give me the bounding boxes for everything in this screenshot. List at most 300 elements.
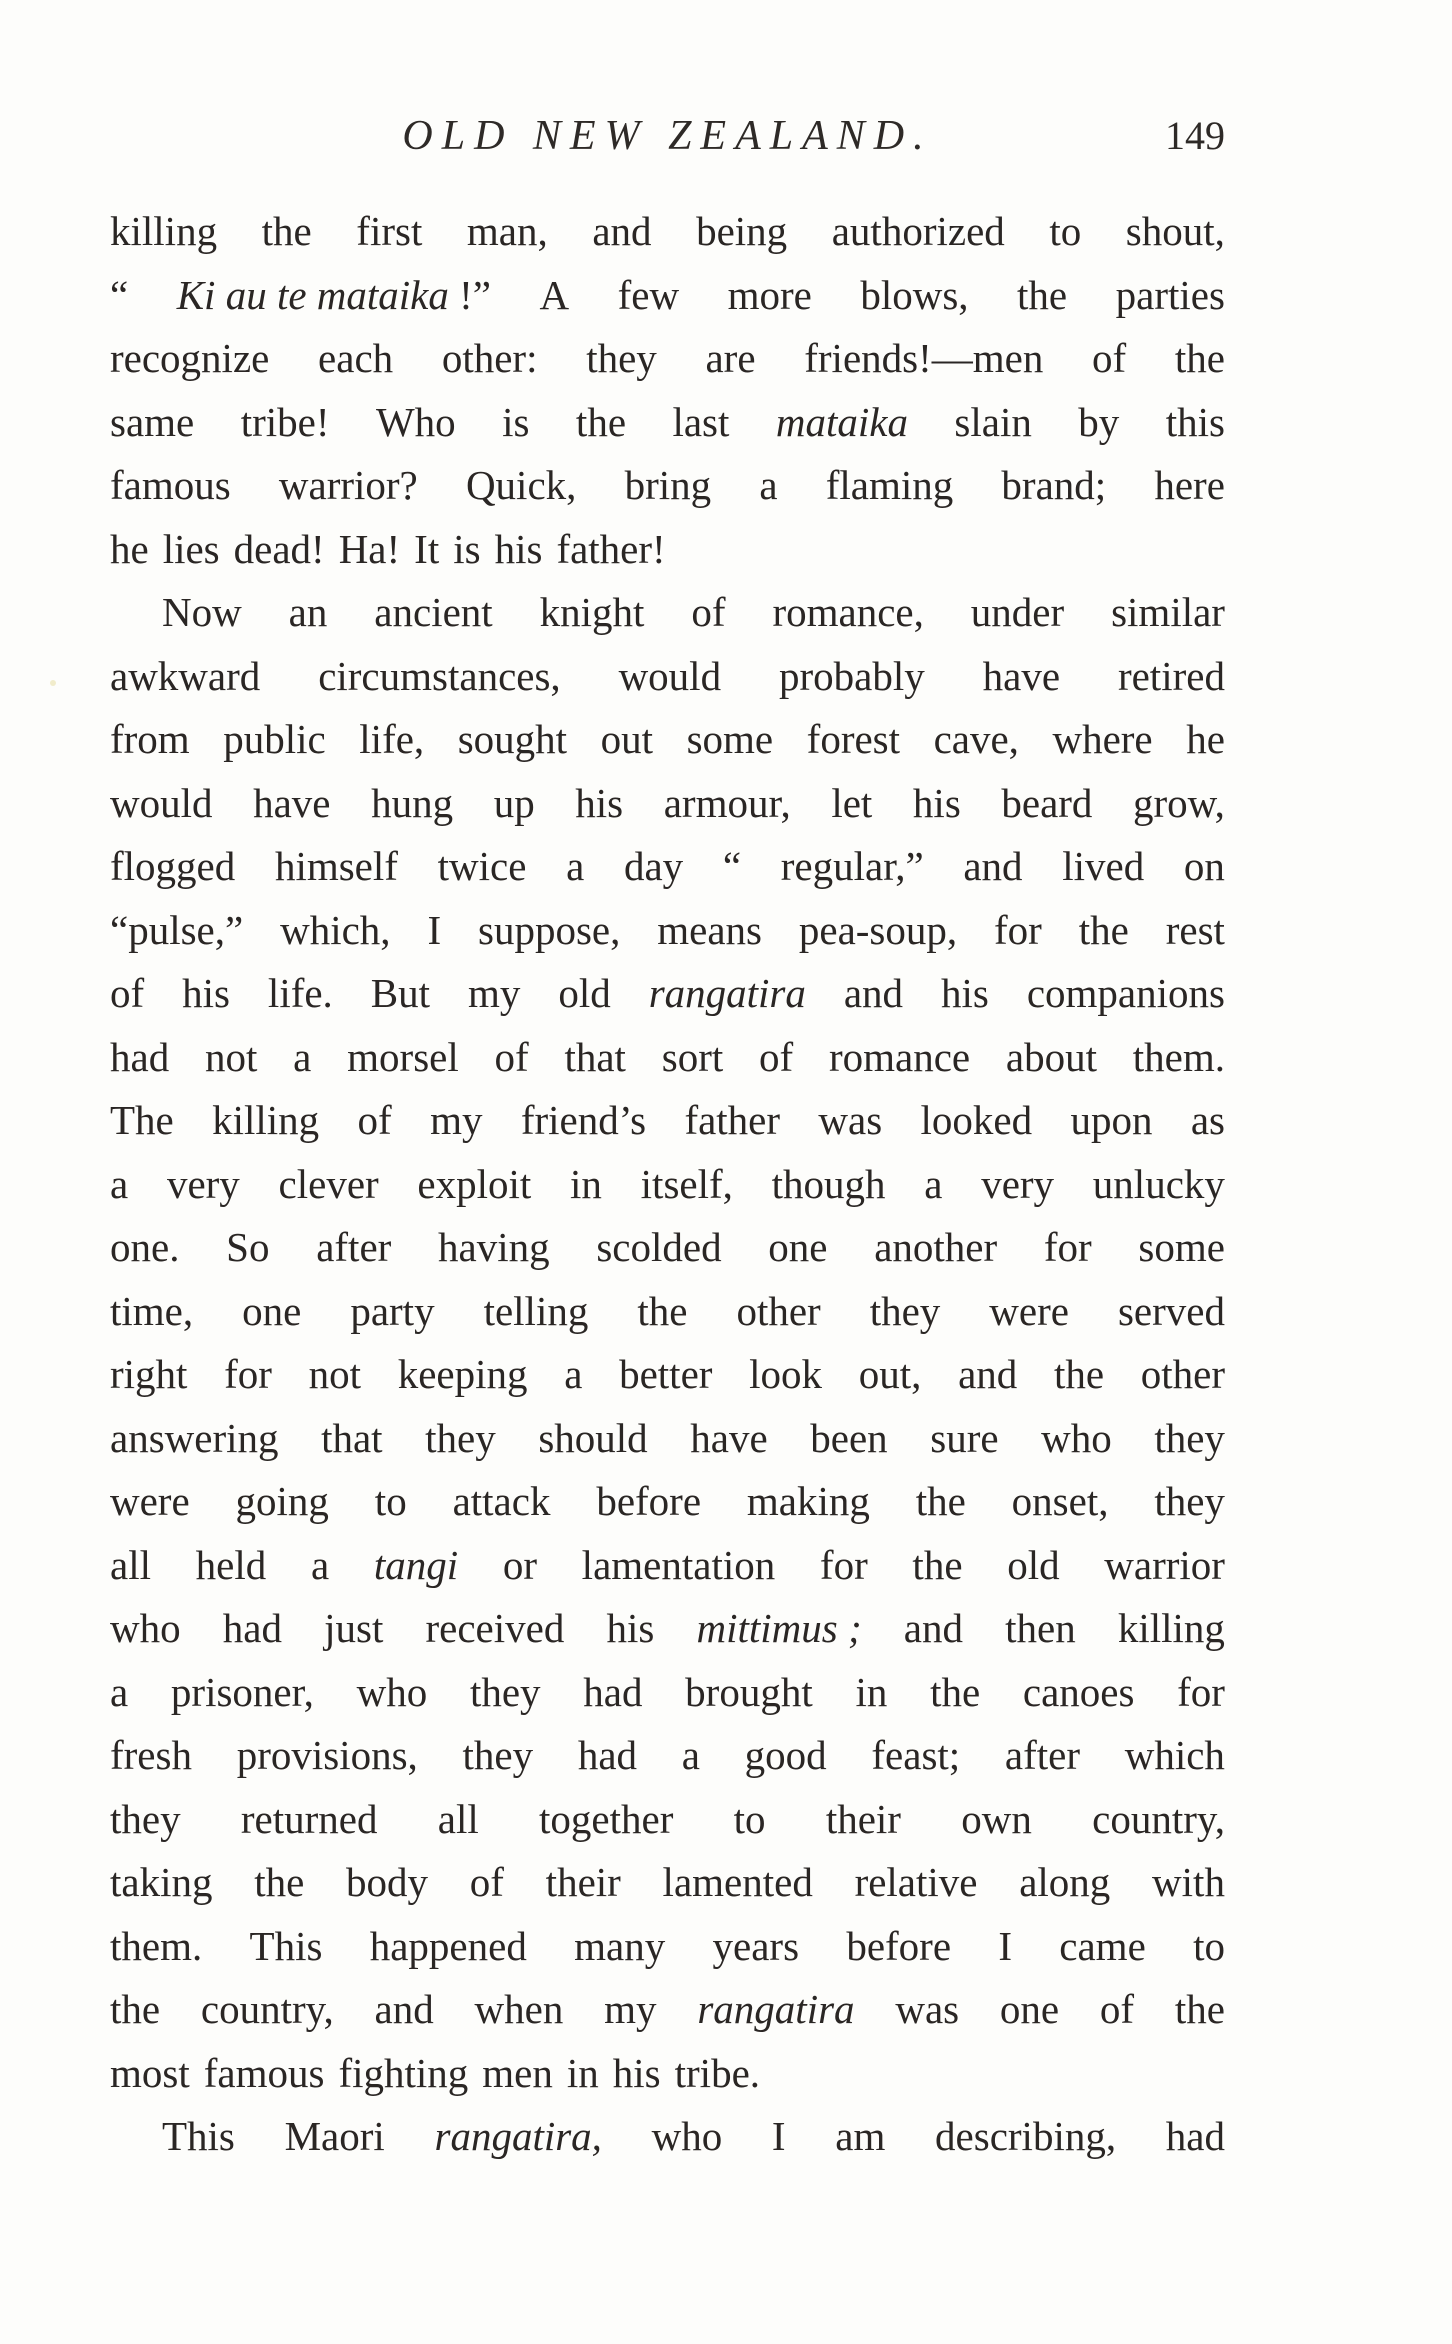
word: fighting (338, 2049, 469, 2096)
word: I (771, 2113, 786, 2159)
word: of (1092, 335, 1127, 381)
word: famous (110, 462, 231, 508)
word: under (970, 589, 1065, 635)
word: or (502, 1541, 537, 1588)
word: men (482, 2049, 553, 2096)
word: old (558, 970, 611, 1016)
word: lamented (662, 1859, 813, 1905)
word: the (637, 1287, 688, 1334)
word: public (223, 716, 326, 762)
word: killing (1117, 1605, 1225, 1651)
word: they (869, 1287, 941, 1334)
word: they (110, 1795, 181, 1842)
word: sort (661, 1033, 724, 1080)
word: warrior (1104, 1541, 1225, 1588)
word: they (469, 1668, 541, 1715)
word: look (749, 1351, 823, 1397)
word: country, (1092, 1795, 1225, 1842)
word: after (1004, 1732, 1080, 1778)
word: to (1049, 208, 1082, 254)
word: man, (466, 208, 548, 254)
word: time, (110, 1287, 194, 1334)
text-line (110, 645, 1225, 709)
word: who (651, 2113, 723, 2159)
text-line (110, 1597, 1225, 1661)
word: of (1099, 1986, 1135, 2032)
word: provisions, (236, 1732, 418, 1778)
word: taking (110, 1859, 213, 1905)
text-line (110, 391, 1225, 455)
word: better (619, 1351, 713, 1397)
word: and (592, 208, 652, 254)
word: The (110, 1097, 174, 1143)
text-line (110, 772, 1225, 836)
word: came (1059, 1922, 1146, 1969)
word: who (110, 1605, 181, 1651)
word: a (310, 1541, 330, 1588)
word: circumstances, (318, 652, 561, 699)
word: himself (274, 843, 398, 889)
text-line (110, 2105, 1225, 2169)
word: being (696, 208, 788, 254)
word: last (672, 398, 730, 445)
word: flogged (110, 843, 236, 889)
word: along (1019, 1859, 1111, 1905)
word: armour, (663, 779, 791, 826)
word: were (989, 1287, 1069, 1334)
word: rangatira (648, 970, 806, 1016)
word: rangatira, (434, 2113, 602, 2159)
word: this (1165, 398, 1225, 445)
word: telling (483, 1287, 589, 1334)
word: “pulse,” (110, 906, 244, 953)
word: rangatira (697, 1986, 855, 2032)
word: old (1007, 1541, 1060, 1588)
word: he (1186, 716, 1225, 762)
word: where (1052, 716, 1153, 762)
word: in (566, 2049, 599, 2096)
text-line (110, 1343, 1225, 1407)
word: returned (240, 1795, 378, 1842)
word: “ (722, 843, 742, 889)
word: with (1152, 1859, 1225, 1905)
text-line (110, 264, 1225, 328)
word: Quick, (465, 462, 577, 508)
word: the (254, 1859, 305, 1905)
word: father! (556, 525, 666, 572)
word: killing (110, 208, 218, 254)
word: not (204, 1033, 258, 1080)
word: who (356, 1668, 428, 1715)
word: should (538, 1414, 648, 1461)
word: canoes (1022, 1668, 1135, 1715)
word: onset, (1011, 1478, 1109, 1524)
word: have (690, 1414, 768, 1461)
word: them. (110, 1922, 203, 1969)
word: twice (437, 843, 527, 889)
word: one (999, 1986, 1060, 2032)
word: one. (110, 1224, 180, 1270)
word: for (1043, 1224, 1092, 1270)
word: lies (162, 525, 220, 572)
text-line (110, 708, 1225, 772)
word: knight (539, 589, 645, 635)
word: hung (371, 779, 454, 826)
word: which, (280, 906, 391, 953)
word: This (249, 1922, 323, 1969)
word: suppose, (477, 906, 621, 953)
paper-speck (50, 680, 56, 686)
word: he (110, 525, 149, 572)
word: been (810, 1414, 888, 1461)
word: shout, (1125, 208, 1225, 254)
word: father (684, 1097, 781, 1143)
word: for (224, 1351, 272, 1397)
word: friends!—men (804, 335, 1044, 381)
word: the (1017, 271, 1068, 318)
word: slain (954, 398, 1032, 445)
word: I (427, 906, 442, 953)
body-text (110, 200, 1225, 2169)
word: to (733, 1795, 766, 1842)
word: all (437, 1795, 479, 1842)
word: the (930, 1668, 981, 1715)
text-line (110, 1534, 1225, 1598)
word: another (874, 1224, 998, 1270)
word: they (1154, 1478, 1225, 1524)
word: unlucky (1092, 1160, 1225, 1207)
word: This (162, 2113, 235, 2159)
text-line (110, 327, 1225, 391)
word: mittimus ; (696, 1605, 862, 1651)
word: is (502, 398, 530, 445)
word: have (253, 779, 331, 826)
text-line (110, 1216, 1225, 1280)
text-line (110, 1915, 1225, 1979)
word: years (712, 1922, 800, 1969)
word: some (686, 716, 774, 762)
word: attack (452, 1478, 551, 1524)
word: pea-soup, (798, 906, 958, 953)
word: of (110, 970, 145, 1016)
word: his (575, 779, 624, 826)
word: keeping (397, 1351, 528, 1397)
word: own (961, 1795, 1032, 1842)
word: for (1177, 1668, 1225, 1715)
word: on (1183, 843, 1225, 889)
word: the (575, 398, 627, 445)
word: here (1154, 462, 1225, 508)
word: life. (267, 970, 333, 1016)
word: would (618, 652, 722, 699)
word: dead! (233, 525, 325, 572)
text-line (110, 1724, 1225, 1788)
text-line (110, 1153, 1225, 1217)
word: scolded (596, 1224, 722, 1270)
word: they (1154, 1414, 1225, 1461)
word: making (746, 1478, 870, 1524)
word: though (771, 1160, 886, 1207)
word: not (308, 1351, 362, 1397)
word: them. (1132, 1033, 1225, 1080)
word: killing (212, 1097, 320, 1143)
word: before (596, 1478, 702, 1524)
word: from (110, 716, 190, 762)
word: right (110, 1351, 188, 1397)
word: which (1124, 1732, 1225, 1778)
word: tribe. (674, 2049, 761, 2096)
word: looked (920, 1097, 1033, 1143)
word: one (242, 1287, 302, 1334)
text-line (110, 1026, 1225, 1090)
word: blows, (860, 271, 969, 318)
word: romance, (772, 589, 924, 635)
word: of (469, 1859, 504, 1905)
text-line (110, 2042, 1225, 2106)
word: happened (369, 1922, 527, 1969)
word: parties (1115, 271, 1225, 318)
word: a (110, 1668, 129, 1715)
word: grow, (1133, 779, 1225, 826)
word: when (474, 1986, 564, 2032)
word: cave, (933, 716, 1019, 762)
word: of (494, 1033, 529, 1080)
word: out, (858, 1351, 922, 1397)
word: and (374, 1986, 434, 2032)
word: his (941, 970, 989, 1016)
word: bring (624, 462, 712, 508)
word: served (1117, 1287, 1225, 1334)
word: many (574, 1922, 666, 1969)
word: a (564, 1351, 583, 1397)
word: describing, (935, 2113, 1117, 2159)
word: It (414, 525, 440, 572)
word: Who (375, 398, 456, 445)
word: had (222, 1605, 282, 1651)
word: before (846, 1922, 952, 1969)
word: other: (441, 335, 538, 381)
word: “ (110, 271, 129, 318)
word: had (110, 1033, 170, 1080)
word: first (356, 208, 423, 254)
text-line (110, 899, 1225, 963)
word: Ki au te mataika !” (176, 271, 491, 318)
word: and (843, 970, 904, 1016)
word: tangi (373, 1541, 459, 1588)
word: awkward (110, 652, 261, 699)
word: that (564, 1033, 626, 1080)
word: beard (1001, 779, 1093, 826)
word: that (321, 1414, 383, 1461)
word: the (261, 208, 312, 254)
word: relative (854, 1859, 978, 1905)
text-line (110, 835, 1225, 899)
word: they (462, 1732, 534, 1778)
word: had (1165, 2113, 1225, 2159)
word: then (1005, 1605, 1076, 1651)
word: a (759, 462, 778, 508)
word: to (374, 1478, 407, 1524)
word: an (288, 589, 328, 635)
page-number: 149 (1165, 113, 1225, 158)
word: Ha! (338, 525, 401, 572)
word: the (110, 1986, 161, 2032)
word: was (818, 1097, 883, 1143)
word: means (657, 906, 762, 953)
text-line (110, 1280, 1225, 1344)
word: brought (685, 1668, 813, 1715)
text-line (110, 1788, 1225, 1852)
word: party (350, 1287, 435, 1334)
word: friend’s (520, 1097, 647, 1143)
word: some (1138, 1224, 1225, 1270)
word: a (110, 1160, 129, 1207)
word: received (425, 1605, 565, 1651)
word: their (545, 1859, 621, 1905)
word: who (1041, 1414, 1112, 1461)
word: were (110, 1478, 190, 1524)
word: more (727, 271, 812, 318)
word: a (566, 843, 585, 889)
word: of (357, 1097, 392, 1143)
running-head-title: OLD NEW ZEALAND. (402, 113, 933, 159)
word: famous (203, 2049, 325, 2096)
word: are (705, 335, 756, 381)
word: life, (359, 716, 425, 762)
word: But (370, 970, 431, 1016)
word: together (539, 1795, 674, 1842)
word: good (744, 1732, 827, 1778)
word: warrior? (278, 462, 418, 508)
word: my (467, 970, 521, 1016)
word: the (915, 1478, 966, 1524)
word: sure (930, 1414, 999, 1461)
word: having (438, 1224, 550, 1270)
word: the (1174, 1986, 1225, 2032)
word: had (583, 1668, 643, 1715)
word: to (1193, 1922, 1225, 1969)
word: my (430, 1097, 483, 1143)
word: the (1174, 335, 1225, 381)
word: held (195, 1541, 267, 1588)
word: I (998, 1922, 1012, 1969)
word: after (316, 1224, 392, 1270)
word: recognize (110, 335, 270, 381)
word: let (831, 779, 873, 826)
word: flaming (825, 462, 954, 508)
word: up (493, 779, 535, 826)
word: the (1078, 906, 1129, 953)
word: his (912, 779, 961, 826)
word: and (903, 1605, 963, 1651)
text-line (110, 1661, 1225, 1725)
text-line (110, 518, 1225, 582)
word: other (736, 1287, 821, 1334)
word: regular,” (780, 843, 924, 889)
text-line (110, 1089, 1225, 1153)
word: would (110, 779, 213, 826)
word: the (1053, 1351, 1105, 1397)
text-line (110, 962, 1225, 1026)
word: out (600, 716, 654, 762)
word: mataika (775, 398, 908, 445)
word: going (235, 1478, 329, 1524)
word: feast; (871, 1732, 961, 1778)
word: was (895, 1986, 960, 2032)
word: other (1140, 1351, 1225, 1397)
word: of (691, 589, 726, 635)
word: as (1190, 1097, 1225, 1143)
word: about (1005, 1033, 1097, 1080)
word: his (494, 525, 543, 572)
word: lived (1062, 843, 1145, 889)
word: by (1078, 398, 1120, 445)
word: just (324, 1605, 384, 1651)
word: prisoner, (170, 1668, 314, 1715)
word: his (612, 2049, 661, 2096)
word: tribe! (240, 398, 330, 445)
word: a (924, 1160, 943, 1207)
word: romance (828, 1033, 971, 1080)
word: is (453, 525, 481, 572)
word: Maori (284, 2113, 385, 2159)
word: upon (1070, 1097, 1153, 1143)
word: So (226, 1224, 270, 1270)
running-head (110, 112, 1225, 172)
word: their (825, 1795, 901, 1842)
word: exploit (417, 1160, 532, 1207)
word: and (958, 1351, 1018, 1397)
word: morsel (347, 1033, 459, 1080)
word: very (981, 1160, 1055, 1207)
word: A (539, 271, 570, 318)
word: each (318, 335, 394, 381)
word: forest (806, 716, 901, 762)
word: for (994, 906, 1042, 953)
word: country, (200, 1986, 334, 2032)
word: the (912, 1541, 963, 1588)
word: rest (1165, 906, 1225, 953)
word: Now (162, 589, 242, 635)
word: had (577, 1732, 638, 1778)
word: probably (778, 652, 925, 699)
word: brand; (1001, 462, 1107, 508)
word: fresh (110, 1732, 192, 1778)
word: a (681, 1732, 700, 1778)
word: ancient (374, 589, 493, 635)
word: companions (1026, 970, 1225, 1016)
word: of (759, 1033, 794, 1080)
word: body (346, 1859, 429, 1905)
word: and (963, 843, 1023, 889)
word: a (293, 1033, 312, 1080)
text-line (110, 1407, 1225, 1471)
word: am (835, 2113, 886, 2159)
word: in (855, 1668, 888, 1715)
text-line (110, 1470, 1225, 1534)
word: very (166, 1160, 240, 1207)
word: have (982, 652, 1061, 699)
word: his (606, 1605, 655, 1651)
text-line (110, 581, 1225, 645)
word: similar (1111, 589, 1225, 635)
word: they (586, 335, 657, 381)
text-line (110, 1978, 1225, 2042)
word: his (182, 970, 230, 1016)
word: in (570, 1160, 602, 1207)
word: they (425, 1414, 496, 1461)
word: answering (110, 1414, 279, 1461)
